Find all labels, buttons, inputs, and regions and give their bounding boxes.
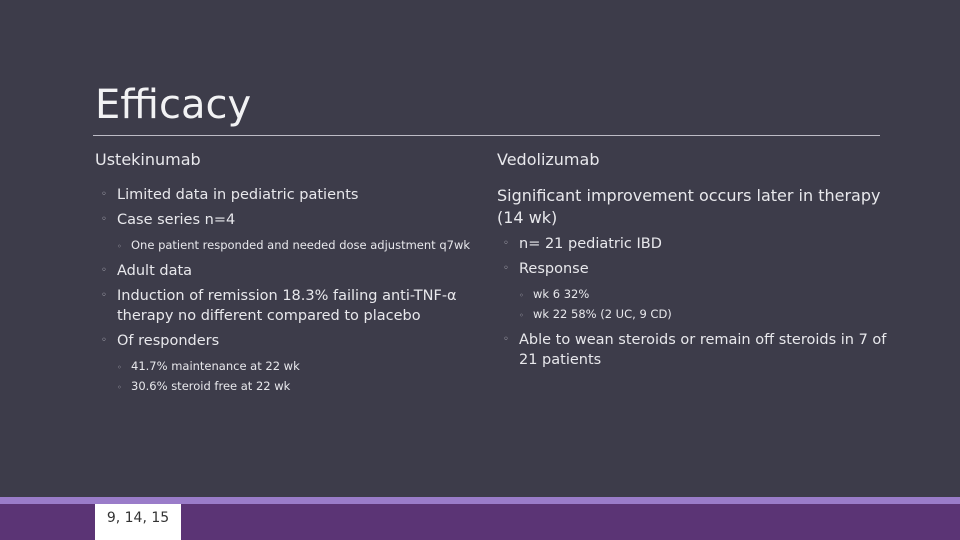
left-column xyxy=(95,150,475,399)
list-item: ◦ Able to wean steroids or remain off steroids in 7 of 21 patients xyxy=(503,332,887,368)
list-item: ◦ One patient responded and needed dose adjustment q7wk xyxy=(117,238,471,252)
bullet-icon: ◦ xyxy=(117,363,122,372)
slide-title: Efficacy xyxy=(95,82,252,128)
bullet-icon: ◦ xyxy=(519,311,524,320)
right-column xyxy=(497,150,887,375)
list-item: ◦ wk 22 58% (2 UC, 9 CD) xyxy=(519,307,672,321)
list-item: ◦ wk 6 32% xyxy=(519,287,590,301)
reference-numbers: 9, 14, 15 xyxy=(106,510,170,526)
bullet-icon: ◦ xyxy=(519,291,524,300)
left-heading: Ustekinumab xyxy=(95,150,201,169)
list-item: ◦ 41.7% maintenance at 22 wk xyxy=(117,359,300,373)
bullet-icon: ◦ xyxy=(101,214,107,225)
right-heading: Vedolizumab xyxy=(497,150,600,169)
bullet-icon: ◦ xyxy=(503,334,509,345)
bullet-icon: ◦ xyxy=(101,290,107,301)
list-item: ◦ Response xyxy=(503,261,589,277)
bullet-icon: ◦ xyxy=(101,265,107,276)
list-item: ◦ Limited data in pediatric patients xyxy=(101,187,359,203)
right-lead-text: Significant improvement occurs later in therapy (14 wk) xyxy=(497,186,881,227)
title-rule xyxy=(93,135,880,136)
list-item: ◦ Of responders xyxy=(101,333,220,349)
accent-bar xyxy=(0,497,960,504)
list-item: ◦ Induction of remission 18.3% failing anti-TNF-α therapy no different compared to placebo xyxy=(101,288,457,324)
bullet-icon: ◦ xyxy=(503,238,509,249)
bullet-icon: ◦ xyxy=(117,242,122,251)
bullet-icon: ◦ xyxy=(503,263,509,274)
bullet-icon: ◦ xyxy=(101,335,107,346)
list-item: ◦ Case series n=4 xyxy=(101,212,236,228)
right-bullet-list xyxy=(497,234,887,370)
bullet-icon: ◦ xyxy=(117,383,122,392)
list-item: ◦ 30.6% steroid free at 22 wk xyxy=(117,379,291,393)
bullet-icon: ◦ xyxy=(101,189,107,200)
left-bullet-list xyxy=(95,185,475,394)
list-item: ◦ n= 21 pediatric IBD xyxy=(503,236,662,252)
list-item: ◦ Adult data xyxy=(101,263,193,279)
